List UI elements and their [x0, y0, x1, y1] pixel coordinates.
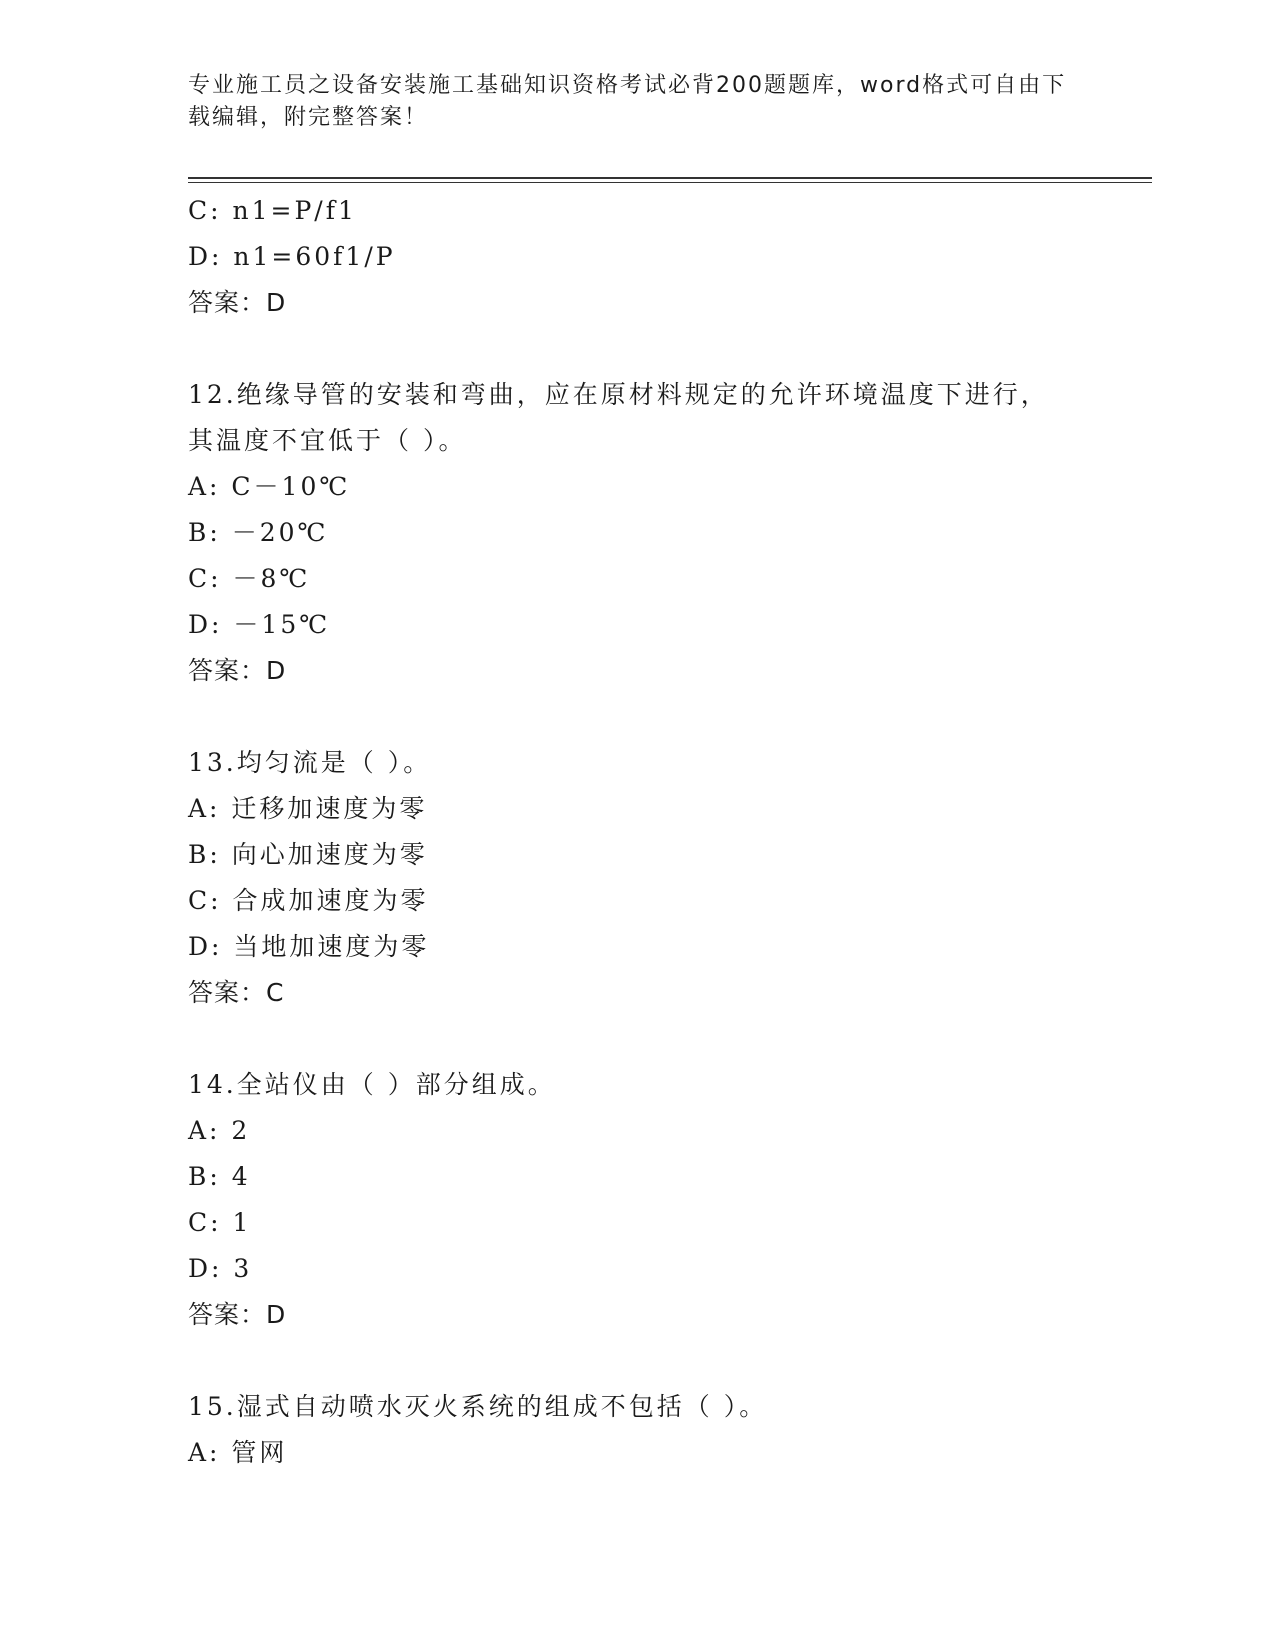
- option-a: A: C－10℃: [188, 472, 351, 501]
- option-a: A: 2: [188, 1116, 251, 1145]
- question-stem: 12.绝缘导管的安装和弯曲，应在原材料规定的允许环境温度下进行，: [188, 380, 1049, 409]
- question-12: [188, 372, 1108, 694]
- header-divider-thick: [188, 177, 1152, 179]
- question-spacer: [188, 1016, 1108, 1062]
- question-spacer: [188, 1338, 1108, 1384]
- question-14: [188, 1062, 1108, 1338]
- document-header-title: 专业施工员之设备安装施工基础知识资格考试必背200题题库，word格式可自由下载编辑，附完整答案！: [188, 73, 1067, 130]
- question-stem-continued: 其温度不宜低于（ ）。: [188, 426, 467, 455]
- option-a: A: 迁移加速度为零: [188, 794, 428, 823]
- question-15: [188, 1384, 1108, 1476]
- option-b: B: 4: [188, 1162, 251, 1191]
- question-stem: 13.均匀流是（ ）。: [188, 748, 432, 777]
- question-spacer: [188, 326, 1108, 372]
- option-d: D: n1=60f1/P: [188, 242, 396, 271]
- option-a: A: 管网: [188, 1438, 288, 1467]
- option-d: D: 3: [188, 1254, 253, 1283]
- question-stem: 15.湿式自动喷水灭火系统的组成不包括（ ）。: [188, 1392, 768, 1421]
- answer-line: 答案：D: [188, 1300, 287, 1329]
- option-c: C: －8℃: [188, 564, 311, 593]
- option-d: D: 当地加速度为零: [188, 932, 430, 961]
- answer-line: 答案：D: [188, 656, 287, 685]
- answer-line: 答案：C: [188, 978, 285, 1007]
- question-list: [188, 188, 1108, 1476]
- option-d: D: －15℃: [188, 610, 331, 639]
- option-b: B: 向心加速度为零: [188, 840, 428, 869]
- option-b: B: －20℃: [188, 518, 329, 547]
- question-13: [188, 740, 1108, 1016]
- question-stem: 14.全站仪由（ ）部分组成。: [188, 1070, 556, 1099]
- option-c: C: 1: [188, 1208, 252, 1237]
- answer-line: 答案：D: [188, 288, 287, 317]
- option-c: C: 合成加速度为零: [188, 886, 429, 915]
- question-spacer: [188, 694, 1108, 740]
- question-11-tail: [188, 188, 1108, 326]
- option-c: C: n1=P/f1: [188, 196, 357, 225]
- header-divider-thin: [188, 182, 1152, 183]
